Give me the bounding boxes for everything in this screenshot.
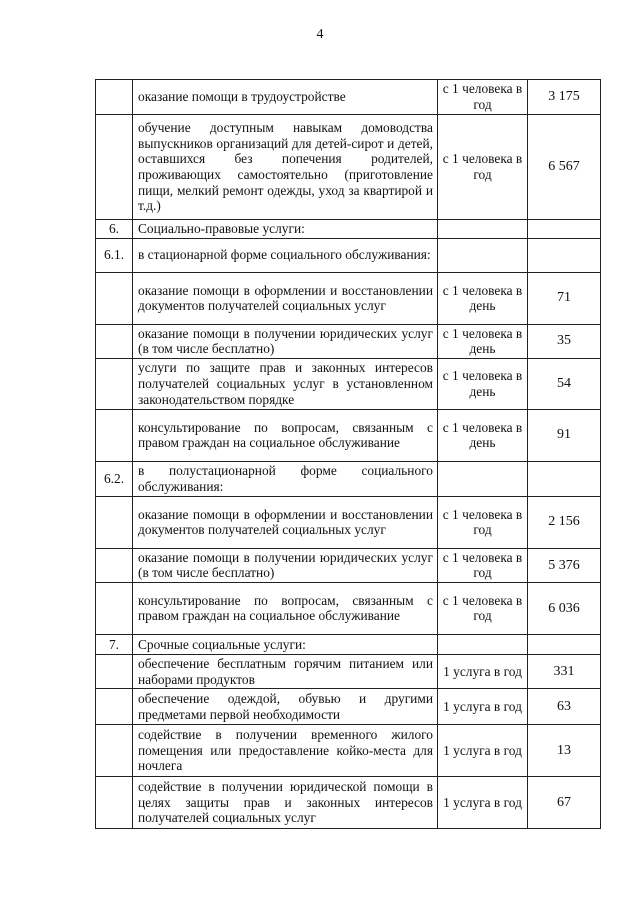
service-value: 5 376 (528, 548, 601, 582)
section-title: в стационарной форме социального обслуживания: (133, 238, 438, 272)
page-number: 4 (316, 27, 324, 42)
table-row (96, 409, 601, 461)
service-unit (438, 220, 528, 239)
row-number (96, 725, 133, 777)
service-description: содействие в получении временного жилого помещения или предоставление койко-места для ночлега (133, 725, 438, 777)
service-value: 63 (528, 689, 601, 725)
table-row (96, 358, 601, 409)
service-value: 6 567 (528, 115, 601, 220)
service-unit: с 1 человека в день (438, 358, 528, 409)
service-value: 54 (528, 358, 601, 409)
section-number: 6.1. (96, 238, 133, 272)
service-description: консультирование по вопросам, связанным с правом граждан на социальное обслуживание (133, 409, 438, 461)
service-unit (438, 238, 528, 272)
services-table (95, 79, 601, 829)
section-row (96, 461, 601, 496)
section-title: в полустационарной форме социального обслуживания: (133, 461, 438, 496)
service-unit: с 1 человека в год (438, 115, 528, 220)
service-description: услуги по защите прав и законных интересов получателей социальных услуг в установленном законодательством порядке (133, 358, 438, 409)
service-description: оказание помощи в получении юридических услуг (в том числе бесплатно) (133, 548, 438, 582)
row-number (96, 548, 133, 582)
section-number: 6.2. (96, 461, 133, 496)
section-number: 7. (96, 634, 133, 654)
service-value: 13 (528, 725, 601, 777)
service-unit: 1 услуга в год (438, 725, 528, 777)
row-number (96, 115, 133, 220)
service-unit: 1 услуга в год (438, 654, 528, 688)
service-value: 71 (528, 272, 601, 324)
service-description: оказание помощи в получении юридических услуг (в том числе бесплатно) (133, 324, 438, 358)
service-value (528, 220, 601, 239)
service-description: оказание помощи в оформлении и восстановлении документов получателей социальных услуг (133, 496, 438, 548)
service-description: содействие в получении юридической помощи в целях защиты прав и законных интересов получателей социальных услуг (133, 777, 438, 829)
table-row (96, 496, 601, 548)
service-unit: с 1 человека в день (438, 409, 528, 461)
service-unit (438, 634, 528, 654)
service-value: 6 036 (528, 582, 601, 634)
service-unit: с 1 человека в день (438, 272, 528, 324)
service-description: обеспечение бесплатным горячим питанием или наборами продуктов (133, 654, 438, 688)
service-value (528, 238, 601, 272)
table-row (96, 582, 601, 634)
row-number (96, 582, 133, 634)
row-number (96, 777, 133, 829)
service-description: оказание помощи в оформлении и восстановлении документов получателей социальных услуг (133, 272, 438, 324)
section-row (96, 634, 601, 654)
service-description: обучение доступным навыкам домоводства выпускников организаций для детей-сирот и детей, оставшихся без попечения родителей, проживающих самостоятельно (приготовление пищи, мелкий ремонт одежды, уход за квартирой и т.д.) (133, 115, 438, 220)
row-number (96, 80, 133, 115)
service-description: оказание помощи в трудоустройстве (133, 80, 438, 115)
table-row (96, 324, 601, 358)
service-unit: 1 услуга в год (438, 689, 528, 725)
service-value: 35 (528, 324, 601, 358)
row-number (96, 409, 133, 461)
service-value: 331 (528, 654, 601, 688)
row-number (96, 689, 133, 725)
service-value: 3 175 (528, 80, 601, 115)
table-row (96, 725, 601, 777)
section-title: Социально-правовые услуги: (133, 220, 438, 239)
service-value: 67 (528, 777, 601, 829)
section-number: 6. (96, 220, 133, 239)
section-row (96, 238, 601, 272)
service-unit: с 1 человека в год (438, 582, 528, 634)
service-value: 2 156 (528, 496, 601, 548)
service-value: 91 (528, 409, 601, 461)
table-row (96, 272, 601, 324)
service-description: обеспечение одеждой, обувью и другими предметами первой необходимости (133, 689, 438, 725)
service-unit: с 1 человека в год (438, 496, 528, 548)
service-unit: с 1 человека в день (438, 324, 528, 358)
service-value (528, 634, 601, 654)
table-row (96, 115, 601, 220)
row-number (96, 496, 133, 548)
row-number (96, 654, 133, 688)
table-row (96, 548, 601, 582)
table-row (96, 654, 601, 688)
section-row (96, 220, 601, 239)
table-row (96, 689, 601, 725)
service-unit (438, 461, 528, 496)
service-unit: с 1 человека в год (438, 80, 528, 115)
row-number (96, 272, 133, 324)
service-description: консультирование по вопросам, связанным с правом граждан на социальное обслуживание (133, 582, 438, 634)
service-value (528, 461, 601, 496)
table-row (96, 80, 601, 115)
row-number (96, 358, 133, 409)
service-unit: с 1 человека в год (438, 548, 528, 582)
table-row (96, 777, 601, 829)
section-title: Срочные социальные услуги: (133, 634, 438, 654)
service-unit: 1 услуга в год (438, 777, 528, 829)
row-number (96, 324, 133, 358)
